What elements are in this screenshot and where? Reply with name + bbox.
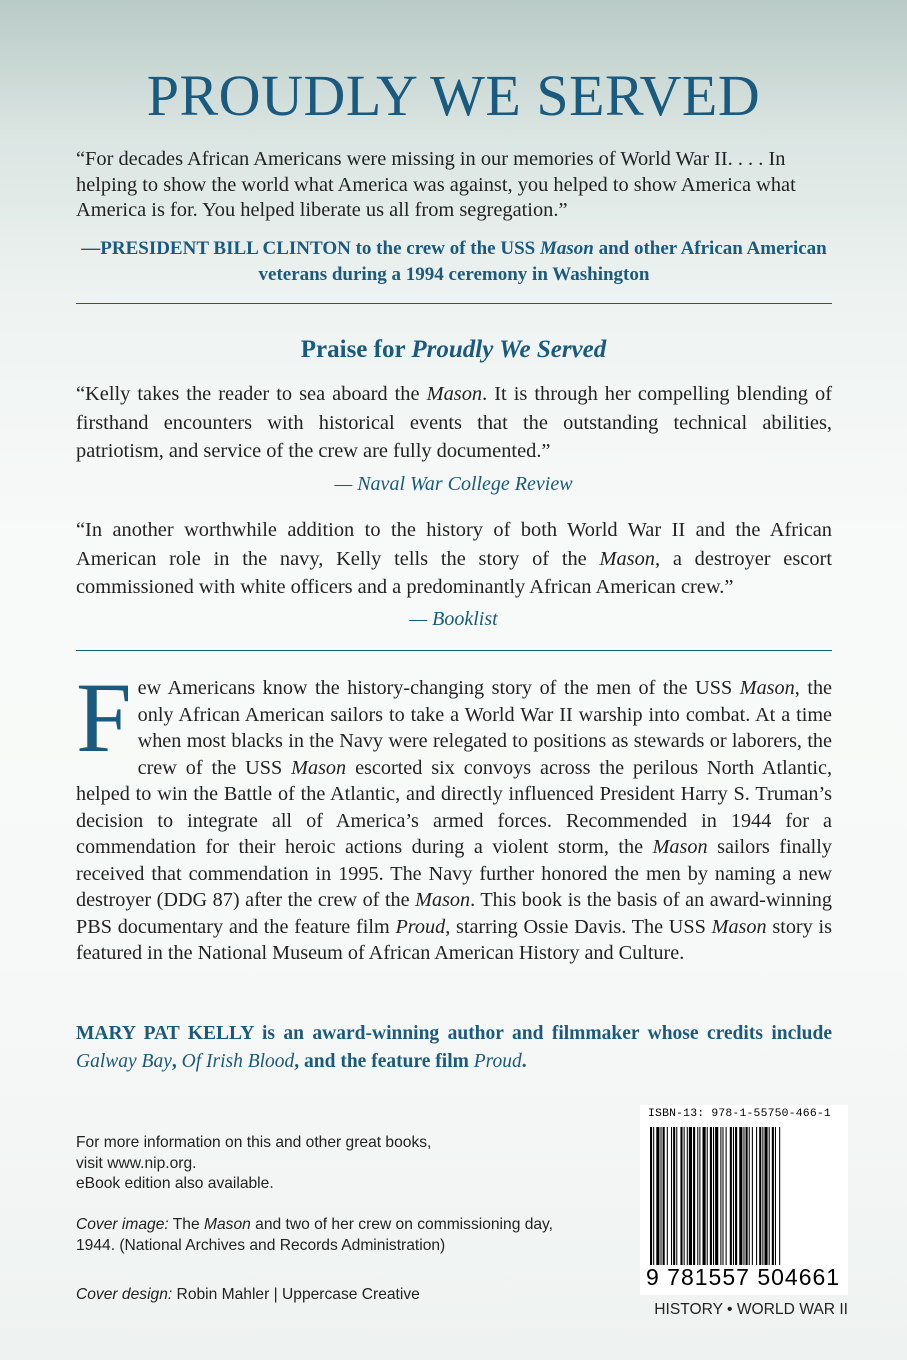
barcode-bar <box>689 1127 692 1265</box>
info-line: For more information on this and other great books, <box>76 1134 432 1151</box>
cover-image-text: and two of her crew on commissioning day, 1944. (National Archives and Records Administration) <box>76 1216 554 1254</box>
author-book-title: Of Irish Blood <box>181 1051 295 1072</box>
description-text: ew Americans know the history-changing story of the men of the USS <box>137 677 740 699</box>
barcode-bar <box>661 1127 662 1265</box>
praise-heading <box>0 336 907 364</box>
barcode-bar <box>684 1127 685 1265</box>
author-bio-text: is an award-winning author and filmmaker whose credits include <box>253 1023 832 1044</box>
clinton-quote: “For decades African Americans were missing in our memories of World War II. . . . In helping to show the world what America was against, you helped to show America what America is for. You helped liberate us all from segregation.” <box>76 148 796 221</box>
barcode-bar <box>671 1127 672 1265</box>
barcode-bar <box>739 1127 742 1265</box>
barcode-bar <box>779 1127 780 1265</box>
barcode-bar <box>722 1127 723 1265</box>
review-quote <box>76 380 832 466</box>
review-text: , a destroyer escort commissioned with white officers and a predominantly African American crew.” <box>76 547 832 598</box>
barcode-bar <box>749 1127 750 1265</box>
barcode-bar <box>752 1127 753 1265</box>
barcode-bar <box>772 1127 774 1265</box>
barcode-bar <box>697 1127 698 1265</box>
review-text: “In another worthwhile addition to the history of both World War II and the African American role in the navy, Kelly tells the story of the <box>76 519 832 570</box>
author-bio-text: , and the feature film <box>294 1051 474 1072</box>
info-line: eBook edition also available. <box>76 1175 274 1192</box>
description-text: , the only African American sailors to take a World War II warship into combat. At a time when most blacks in the Navy were relegated to positions as stewards or laborers, the crew of the USS <box>137 677 832 779</box>
cover-image-text: The <box>168 1216 204 1233</box>
barcode-digits: 9 781557 504661 <box>646 1264 841 1290</box>
barcode-bar <box>699 1127 700 1265</box>
cover-design-credit <box>76 1285 576 1306</box>
book-title: PROUDLY WE SERVED <box>146 63 761 128</box>
publisher-info <box>76 1133 576 1195</box>
barcode-bar <box>703 1127 706 1265</box>
barcode-bar <box>667 1127 668 1265</box>
barcode-bar <box>764 1127 767 1265</box>
divider-middle <box>76 650 832 651</box>
divider-top <box>76 303 832 304</box>
praise-heading-title: Proudly We Served <box>411 336 607 363</box>
category-label: HISTORY • WORLD WAR II <box>654 1301 848 1318</box>
barcode-bar <box>676 1127 677 1265</box>
author-bio-text: , <box>171 1051 182 1072</box>
description-italic: Mason <box>739 677 795 699</box>
author-book-title: Galway Bay <box>76 1051 172 1072</box>
barcode-bars <box>648 1127 844 1265</box>
description-text: . This book is the basis of an award-winning PBS documentary and the feature film <box>76 889 832 938</box>
clinton-attribution <box>72 236 836 288</box>
description-text: story is featured in the National Museum of African American History and Culture. <box>76 915 832 964</box>
barcode-bar <box>650 1127 652 1265</box>
barcode-bar <box>746 1127 748 1265</box>
cover-design-label: Cover design: <box>76 1286 173 1303</box>
barcode-bar <box>733 1127 734 1265</box>
cover-image-ship: Mason <box>204 1216 251 1233</box>
cover-image-label: Cover image: <box>76 1216 169 1233</box>
author-bio <box>76 1020 832 1076</box>
barcode-bar <box>710 1127 712 1265</box>
review-ship-name: Mason <box>426 383 483 405</box>
attribution-text-pre: —PRESIDENT BILL CLINTON to the crew of the USS <box>81 238 540 259</box>
barcode-bar <box>663 1127 665 1265</box>
barcode-bar <box>656 1127 659 1265</box>
review-source: — Naval War College Review <box>334 473 573 495</box>
book-description <box>76 662 833 967</box>
barcode-bar <box>687 1127 688 1265</box>
barcode-bar <box>759 1127 761 1265</box>
author-name: MARY PAT KELLY <box>76 1023 254 1044</box>
review-text: “Kelly takes the reader to sea aboard the <box>76 383 427 405</box>
description-text: escorted six convoys across the perilous North Atlantic, helped to win the Battle of the Atlantic, and directly influenced President Harry S. Truman’s decision to integrate all of America’s armed forces. Recommended in 1944 for a commendation for their heroic actions during a violent storm, the <box>76 756 833 858</box>
review-text: . It is through her compelling blending of firsthand encounters with historical events that the outstanding technical abilities, patriotism, and service of the crew are fully documented.” <box>76 383 832 462</box>
attribution-ship-name: Mason <box>539 238 594 259</box>
barcode-bar <box>730 1127 732 1265</box>
barcode-bar <box>715 1127 718 1265</box>
barcode-bar <box>673 1127 675 1265</box>
barcode-bar <box>775 1127 776 1265</box>
description-italic: Proud <box>395 915 446 938</box>
isbn-label: ISBN-13: 978-1-55750-466-1 <box>648 1108 831 1120</box>
author-film-title: Proud <box>473 1051 522 1072</box>
attribution-text-post: and other African American veterans during a 1994 ceremony in Washington <box>258 238 827 285</box>
drop-cap: F <box>76 662 132 773</box>
barcode-bar <box>735 1127 737 1265</box>
barcode-bar <box>743 1127 744 1265</box>
barcode-bar <box>762 1127 763 1265</box>
author-bio-text: . <box>521 1051 527 1072</box>
barcode-bar <box>707 1127 708 1265</box>
description-text: sailors finally received that commendation in 1995. The Navy further honored the men by naming a new destroyer (DDG 87) after the crew of the <box>76 836 832 911</box>
review-source: — Booklist <box>409 608 498 630</box>
barcode-bar <box>756 1127 757 1265</box>
description-italic: Mason <box>291 756 347 779</box>
barcode-bar <box>769 1127 770 1265</box>
review-quote <box>76 516 832 602</box>
barcode-bar <box>713 1127 714 1265</box>
cover-image-credit <box>76 1215 576 1256</box>
barcode-bar <box>693 1127 695 1265</box>
barcode-bar <box>680 1127 682 1265</box>
description-italic: Mason <box>415 889 471 911</box>
info-line: visit www.nip.org. <box>76 1154 197 1172</box>
barcode-bar <box>653 1127 654 1265</box>
description-text: , starring Ossie Davis. The USS <box>445 915 712 938</box>
praise-heading-pre: Praise for <box>300 336 412 363</box>
review-ship-name: Mason <box>599 547 656 570</box>
description-italic: Mason <box>652 836 708 858</box>
description-italic: Mason <box>711 915 767 938</box>
cover-design-value: Robin Mahler | Uppercase Creative <box>172 1286 420 1303</box>
barcode-bar <box>726 1127 727 1265</box>
barcode-bar <box>720 1127 721 1265</box>
